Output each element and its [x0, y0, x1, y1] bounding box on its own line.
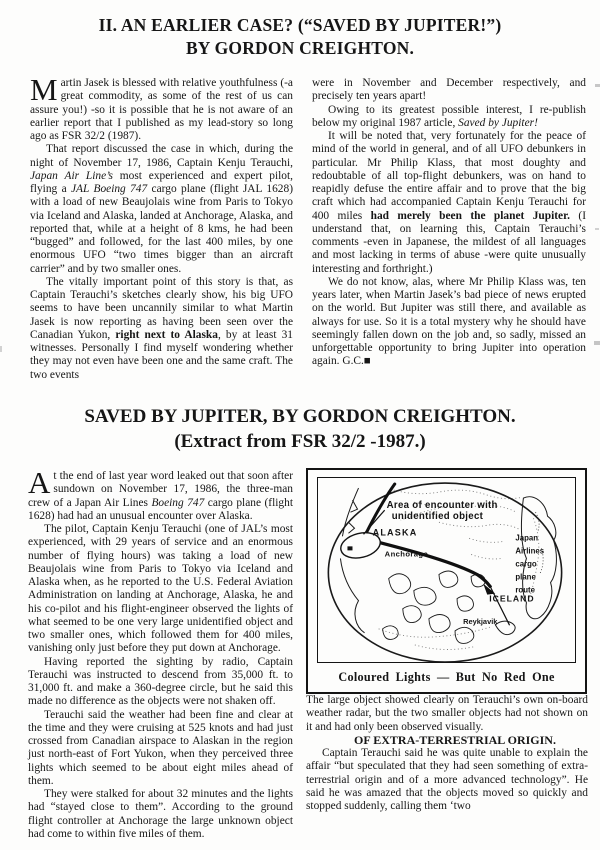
- article2-title-line2: (Extract from FSR 32/2 -1987.): [174, 431, 426, 452]
- route-map-figure: [306, 468, 587, 694]
- article1-left-column: [30, 72, 293, 382]
- figure-caption: Coloured Lights — But No Red One: [338, 670, 555, 684]
- map-label-route-word4: plane: [515, 572, 536, 582]
- paragraph: The large object showed clearly on Terauchi’s own on-board weather radar, but the two smaller objects had not shown on it and had only been observed visually.: [306, 694, 588, 733]
- article2-right-column: [306, 468, 588, 813]
- paragraph: The vitally important point of this story is that, as Captain Terauchi’s sketches clearly show, his big UFO seems to have been uncannily similar to what Martin Jasek is now reporting as having been seen over the Canadian Yukon, right next to Alaska, by at least 31 witnesses. Personally I find myself wondering whether they may not even have been one and the same craft. The two events: [30, 275, 293, 381]
- article2-title-line1: SAVED BY JUPITER, BY GORDON CREIGHTON.: [84, 406, 516, 427]
- paragraph: We do not know, alas, where Mr Philip Klass was, ten years later, when Martin Jasek’s bad piece of news erupted on the world. But Jupiter was still there, and available as always for use. So it is a total mystery why he should have seemingly fallen down on the job and, so sadly, missed an unforgettable opportunity to bring Jupiter into operation again. G.C.■: [312, 275, 586, 368]
- map-label-route-word2: Airlines: [515, 546, 545, 556]
- scan-smudge: [595, 228, 599, 230]
- section-subheading: OF EXTRA-TERRESTRIAL ORIGIN.: [354, 732, 556, 747]
- article1-title: [0, 14, 600, 60]
- scan-smudge: [594, 341, 600, 345]
- drop-cap: M: [30, 72, 58, 107]
- paragraph: That report discussed the case in which, during the night of November 17, 1986, Captain Kenju Terauchi, Japan Air Line’s most experienced and expert pilot, flying a JAL Boeing 747 cargo plane (flight JAL 1628) with a load of new Beaujolais wine from Paris to Tokyo via Iceland and Alaska, landed at Anchorage, Alaska, and reported that, while at a height of 8 kms, he had been “bugged” and followed, for the last 400 miles, by one enormous UFO “two times bigger than an aircraft carrier” and by two smaller ones.: [30, 143, 293, 275]
- paragraph: Captain Terauchi said he was quite unable to explain the affair “but speculated that they had seen something of extra-terrestrial origin and of a more advanced technology”. He said he was amazed that the objects moved so quickly and stopped suddenly, calling them ‘two: [306, 747, 588, 812]
- article1-title-line1: II. AN EARLIER CASE? (“SAVED BY JUPITER!”): [98, 15, 502, 35]
- paragraph: Having reported the sighting by radio, Captain Terauchi was instructed to descend from 35,000 ft. to 31,000 ft. and make a 360-degree circle, but he said this made no difference as the objects were not shaken off.: [28, 655, 293, 708]
- map-label-anchorage: Anchorage: [384, 549, 429, 559]
- polar-route-map-icon: [318, 478, 575, 662]
- paragraph: It will be noted that, very fortunately for the peace of mind of the world in general, and of all UFO debunkers in particular. Mr Philip Klass, that most doughty and redoubtable of all top-flight debunkers, was on hand to reapidly defuse the entire affair and to prove that the big craft which had accompanied Captain Kenju Terauchi for 400 miles had merely been the planet Jupiter. (I understand that, on learning this, Captain Terauchi’s comments -even in Japanese, the mildest of all languages and most lacking in terms of abuse -were quite unusually interesting and forthright.): [312, 130, 586, 275]
- paragraph: The pilot, Captain Kenju Terauchi (one of JAL’s most experienced, with 29 years of service and an enormous number of flying hours) was taking a load of new Beaujolais wine from Paris to Tokyo via Iceland and Alaska when, as he reported to the U.S. Federal Aviation Administration on landing at Anchorage, Alaska, he and his co-pilot and his flight-engineer observed the lights of what seemed to be one very large unidentified object and two smaller ones, which followed them for 400 miles, vanishing only just before they put down at Anchorage.: [28, 523, 293, 655]
- map-label-encounter-line2: unidentified object: [391, 511, 484, 523]
- paragraph: were in November and December respectively, and precisely ten years apart!: [312, 77, 586, 103]
- paragraph: Martin Jasek is blessed with relative youthfulness (-a great commodity, as some of the rest of us can assure you!) -so it is possible that he is not aware of an earlier report that I published as my lead-story so long ago as FSR 32/2 (1987).: [30, 72, 293, 142]
- article1-right-column: [312, 77, 586, 369]
- scan-smudge: [0, 346, 2, 352]
- paragraph: They were stalked for about 32 minutes and the lights had “stayed close to them”. According to the ground flight controller at Anchorage the large unknown object had come to within five miles of them.: [28, 788, 293, 840]
- article2-title: [0, 404, 600, 454]
- map-label-reykjavik: Reykjavik: [463, 616, 498, 626]
- map-label-iceland: ICELAND: [489, 593, 535, 604]
- map-label-route-word1: Japan: [515, 533, 538, 543]
- map-label-route-word3: cargo: [515, 559, 537, 569]
- route-map-drawing: [317, 477, 576, 663]
- map-label-route-word5: route: [515, 585, 535, 595]
- paragraph: Owing to its greatest possible interest, I re-publish below my original 1987 article, Saved by Jupiter!: [312, 103, 586, 129]
- paragraph: Terauchi said the weather had been fine and clear at the time and they were cruising at 525 knots and had just crossed from Canadian airspace to Alaskan in the region just north-east of Fort Yukon, when they perceived three lights which seemed to be about eight miles ahead of them.: [28, 708, 293, 787]
- article1-title-line2: BY GORDON CREIGHTON.: [185, 38, 415, 58]
- map-label-alaska: ALASKA: [372, 527, 418, 538]
- drop-cap: A: [28, 465, 51, 500]
- article2-left-column: [28, 465, 293, 841]
- map-label-encounter-line1: Area of encounter with: [386, 500, 498, 512]
- paragraph: At the end of last year word leaked out that soon after sundown on November 17, 1986, the three-man crew of a Japan Air Lines Boeing 747 cargo plane (flight 1628) had had an unusual encounter over Alaska.: [28, 465, 293, 522]
- scan-smudge: [595, 84, 600, 87]
